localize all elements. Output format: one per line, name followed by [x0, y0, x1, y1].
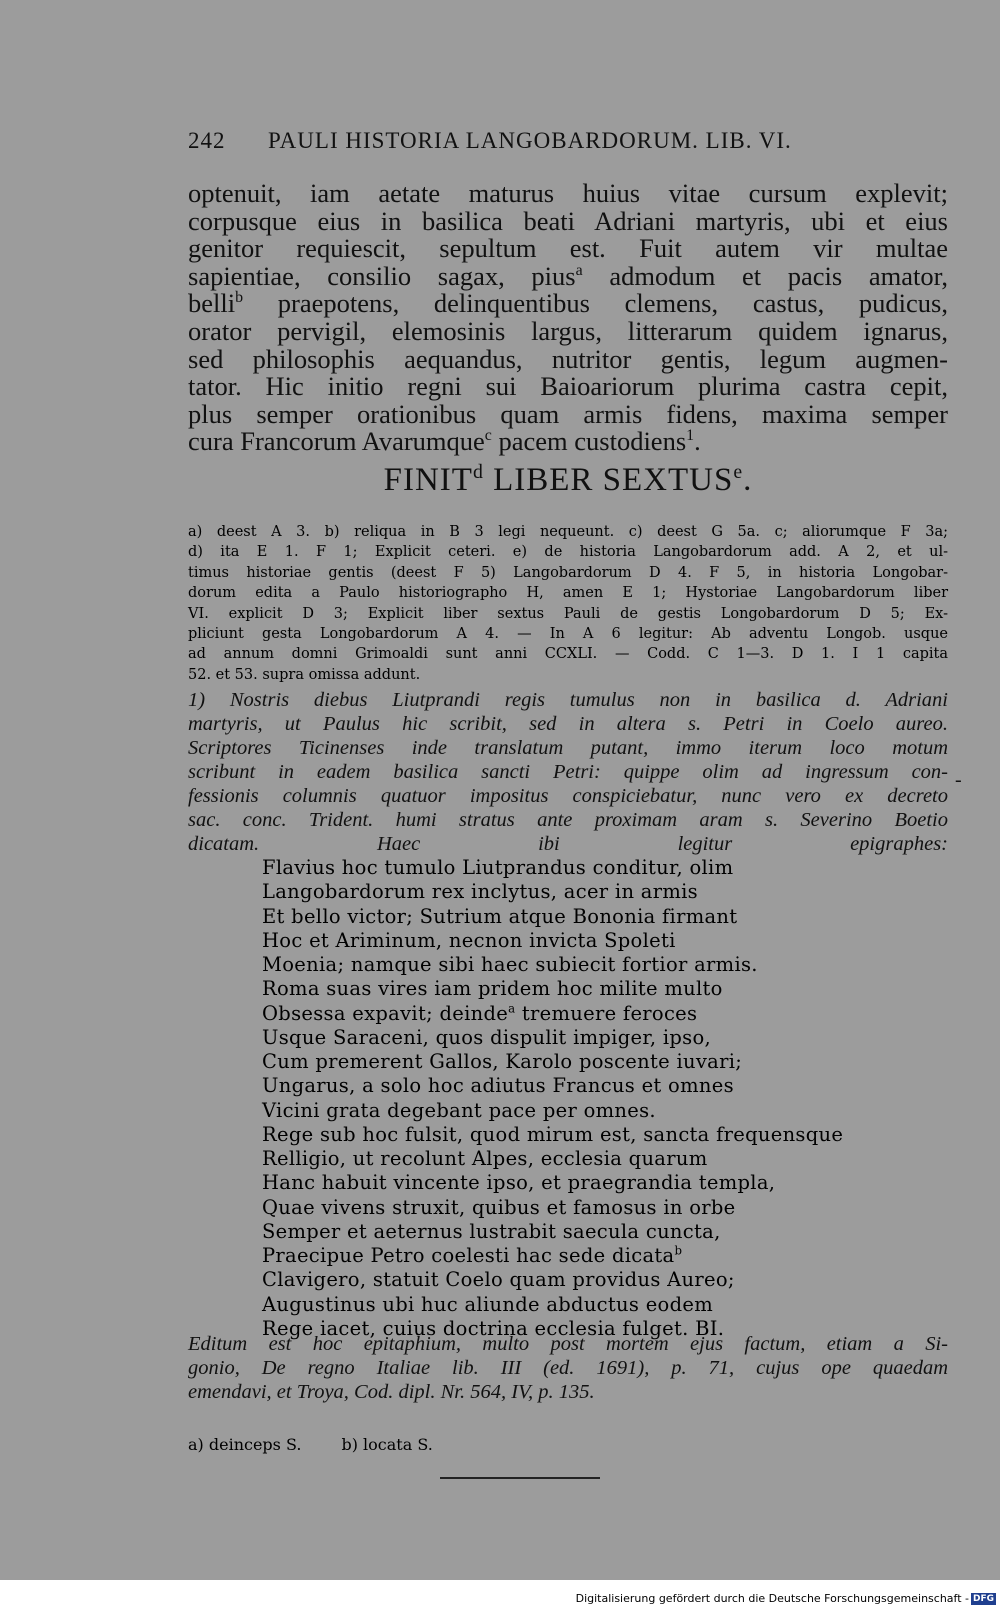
verse-line-text: Praecipue Petro coelesti hac sede dicata	[262, 1244, 675, 1267]
epitaph-poem	[262, 856, 902, 1341]
dfg-logo: DFG	[972, 1594, 994, 1604]
footnote-line: scribunt in eadem basilica sancti Petri: quippe olim ad ingressum con-	[188, 761, 948, 783]
verse-line-text: tremuere feroces	[515, 1001, 698, 1025]
main-text	[188, 180, 948, 456]
note-line: gonio, De regno Italiae lib. III (ed. 1691), p. 71, cujus ope quaedam	[188, 1357, 948, 1379]
footnote-line: dicatam. Haec ibi legitur epigraphes:	[188, 833, 948, 855]
note-line: pliciunt gesta Longobardorum A 4. — In A 6 legitur: Ab adventu Longob. usque	[188, 626, 948, 643]
verse-line	[262, 1171, 902, 1195]
text-line-text: .	[694, 426, 701, 457]
text-line-text: corpusque eius in basilica beati Adriani martyris, ubi et eius	[188, 205, 948, 236]
text-line-text: plus semper orationibus quam armis fidens, maxima semper	[188, 398, 948, 429]
verse-line	[262, 1220, 902, 1244]
note-marker: c	[484, 427, 492, 445]
verse-line	[262, 1050, 902, 1074]
verse-line	[262, 977, 902, 1001]
poem-note-b: b) locata S.	[341, 1435, 433, 1454]
verse-line-text: Quae vivens struxit, quibus et famosus in orbe	[262, 1195, 736, 1219]
end-rule	[440, 1477, 600, 1479]
verse-line	[262, 1293, 902, 1317]
note-line: dorum edita a Paulo historiographo H, amen E 1; Hystoriae Langobardorum liber	[188, 585, 948, 602]
text-line-text: sapientiae, consilio sagax, pius	[188, 260, 576, 291]
text-line	[188, 260, 949, 291]
note-line: timus historiae gentis (deest F 5) Langobardorum D 4. F 5, in historia Longobar-	[188, 564, 948, 581]
running-title: PAULI HISTORIA LANGOBARDORUM. LIB. VI.	[268, 128, 792, 153]
verse-line-text: Flavius hoc tumulo Liutprandus conditur, olim	[262, 856, 734, 879]
text-line-text: genitor requiescit, sepultum est. Fuit autem vir multae	[188, 233, 948, 264]
verse-line-text: Vicini grata degebant pace per omnes.	[262, 1098, 656, 1122]
text-line-text: pacem custodiens	[491, 426, 687, 457]
text-line-text: belli	[188, 288, 236, 319]
verse-line-text: Obsessa expavit; deinde	[262, 1001, 509, 1025]
verse-line	[262, 880, 902, 904]
text-line	[188, 398, 948, 429]
poem-variant-notes	[188, 1435, 688, 1454]
verse-line-text: Langobardorum rex inclytus, acer in armis	[262, 880, 698, 904]
verse-line-text: Clavigero, statuit Coelo quam providus Aureo;	[262, 1268, 735, 1292]
text-line	[188, 180, 948, 208]
explicit-text: .	[743, 462, 753, 498]
footnote-line: sac. conc. Trident. humi stratus ante proximam aram s. Severino Boetio	[188, 809, 948, 831]
note-marker: a	[575, 261, 583, 279]
verse-line	[262, 1002, 902, 1026]
footnote-line: fessionis columnis quatuor impositus conspiciebatur, nunc vero ex decreto	[188, 785, 948, 807]
book-explicit	[188, 462, 948, 499]
note-line: Editum est hoc epitaphium, multo post mortem ejus factum, etiam a Si-	[188, 1333, 948, 1355]
footnote-line: 1) Nostris diebus Liutprandi regis tumulus non in basilica d. Adriani	[188, 689, 948, 711]
note-marker: 1	[686, 427, 695, 445]
explicit-text: FINIT	[383, 462, 473, 498]
note-marker: b	[235, 289, 244, 307]
page-number: 242	[188, 128, 226, 153]
verse-line-text: Roma suas vires iam pridem hoc milite multo	[262, 977, 723, 1001]
verse-line-text: Cum premerent Gallos, Karolo poscente iuvari;	[262, 1050, 743, 1073]
note-marker: e	[733, 461, 744, 483]
note-marker: a	[508, 1001, 516, 1015]
text-line-text: praepotens, delinquentibus clemens, castus, pudicus,	[243, 288, 948, 319]
footnote-line: martyris, ut Paulus hic scribit, sed in altera s. Petri in Coelo aureo.	[188, 713, 948, 735]
verse-line	[262, 905, 902, 929]
digitization-credit	[576, 1592, 996, 1605]
edition-note	[188, 1332, 948, 1404]
note-marker: d	[472, 461, 484, 483]
note-line: a) deest A 3. b) reliqua in B 3 legi nequeunt. c) deest G 5a. c; aliorumque F 3a;	[188, 524, 948, 540]
text-line	[188, 290, 948, 318]
text-line	[188, 315, 948, 346]
verse-line-text: Augustinus ubi huc aliunde abductus eodem	[262, 1292, 714, 1316]
verse-line	[262, 1026, 902, 1050]
text-line-text: optenuit, iam aetate maturus huius vitae cursum explevit;	[188, 178, 948, 208]
note-line: ad annum domni Grimoaldi sunt anni CCXLI. — Codd. C 1—3. D 1. I 1 capita	[188, 646, 948, 663]
credit-text: Digitalisierung gefördert durch die Deutsche Forschungsgemeinschaft -	[575, 1592, 969, 1605]
verse-line	[262, 1268, 902, 1292]
verse-line	[262, 1244, 902, 1268]
verse-line-text: Semper et aeternus lustrabit saecula cuncta,	[262, 1219, 721, 1243]
text-line	[188, 428, 948, 456]
verse-line-text: Ungarus, a solo hoc adiutus Francus et omnes	[262, 1074, 734, 1098]
text-line-text: cura Francorum Avarumque	[188, 426, 485, 457]
variant-notes	[188, 522, 948, 685]
verse-line	[262, 1074, 902, 1098]
footnote-1	[188, 688, 948, 856]
text-line	[188, 343, 948, 374]
running-header	[188, 128, 848, 154]
verse-line-text: Hoc et Ariminum, necnon invicta Spoleti	[262, 928, 676, 952]
text-line	[188, 205, 948, 236]
verse-line-text: Usque Saraceni, quos dispulit impiger, ipso,	[262, 1025, 711, 1049]
text-line-text: admodum et pacis amator,	[582, 260, 949, 291]
note-line: 52. et 53. supra omissa addunt.	[188, 666, 421, 683]
note-line: d) ita E 1. F 1; Explicit ceteri. e) de historia Langobardorum add. A 2, et ul-	[188, 544, 948, 561]
note-marker: b	[674, 1243, 683, 1258]
explicit-text: LIBER SEXTUS	[483, 462, 734, 498]
poem-note-a: a) deinceps S.	[188, 1435, 302, 1454]
text-line-text: sed philosophis aequandus, nutritor gentis, legum augmen-	[188, 343, 948, 374]
verse-line	[262, 929, 902, 953]
text-line	[188, 235, 948, 263]
note-line: emendavi, et Troya, Cod. dipl. Nr. 564, IV, p. 135.	[188, 1381, 595, 1403]
verse-line-text: Rege sub hoc fulsit, quod mirum est, sancta frequensque	[262, 1122, 844, 1146]
note-line: VI. explicit D 3; Explicit liber sextus Pauli de gestis Longobardorum D 5; Ex-	[188, 605, 948, 622]
verse-line	[262, 1196, 902, 1220]
verse-line	[262, 1123, 902, 1147]
verse-line	[262, 856, 902, 880]
verse-line-text: Rege iacet, cuius doctrina ecclesia fulget. BI.	[262, 1316, 725, 1340]
verse-line-text: Moenia; namque sibi haec subiecit fortior armis.	[262, 953, 758, 976]
verse-line	[262, 1099, 902, 1123]
text-line	[188, 373, 948, 401]
footnote-line: Scriptores Ticinenses inde translatum putant, immo iterum loco motum	[188, 737, 948, 759]
verse-line	[262, 1147, 902, 1171]
verse-line-text: Relligio, ut recolunt Alpes, ecclesia quarum	[262, 1147, 708, 1170]
verse-line	[262, 953, 902, 977]
verse-line-text: Hanc habuit vincente ipso, et praegrandia templa,	[262, 1171, 776, 1195]
verse-line-text: Et bello victor; Sutrium atque Bononia firmant	[262, 904, 738, 928]
text-line-text: tator. Hic initio regni sui Baioariorum plurima castra cepit,	[188, 371, 948, 402]
margin-mark: -	[955, 769, 962, 791]
text-line-text: orator pervigil, elemosinis largus, litterarum quidem ignarus,	[188, 315, 948, 346]
